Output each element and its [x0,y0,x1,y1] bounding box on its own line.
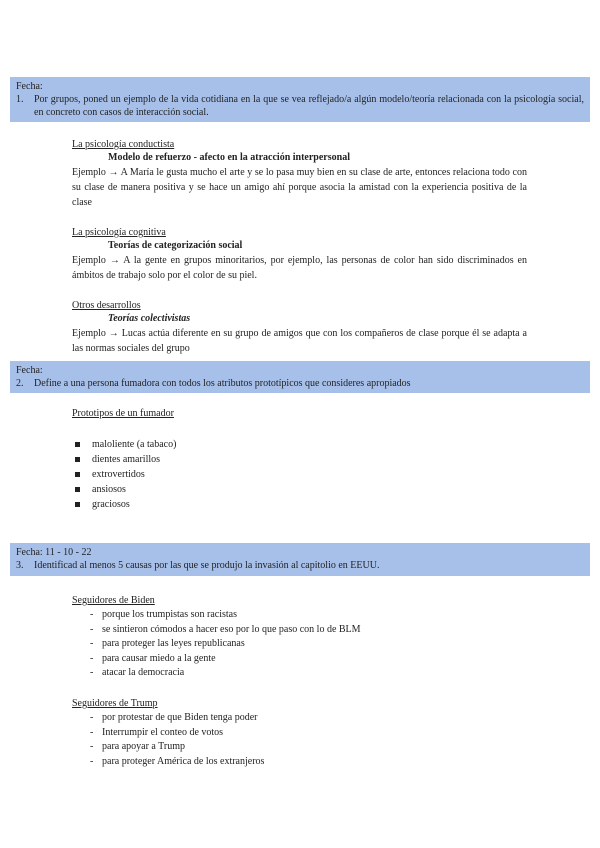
dash-bullet-icon: - [90,667,94,679]
theory-block-cognitiva [72,226,527,283]
theory-subheading: Teorías de categorización social [108,240,243,251]
question-1-band [10,77,590,122]
square-bullet-icon [75,487,80,492]
theory-heading: La psicología conductista [72,139,175,150]
question-number: 2. [16,378,24,389]
list-item: - para proteger América de los extranjeros [72,755,512,770]
causes-list [72,608,512,681]
dash-bullet-icon: - [90,623,94,635]
list-item: - Interrumpir el conteo de votos [72,726,512,741]
biden-followers-group [72,593,512,681]
list-item: - para proteger las leyes republicanas [72,637,512,652]
trump-followers-group [72,696,512,769]
question-text: Identificad al menos 5 causas por las que se produjo la invasión al capitolio en EEUU. [34,560,380,571]
dash-bullet-icon: - [90,726,94,738]
theory-block-conductista [72,138,527,210]
theory-subheading: Modelo de refuerzo - afecto en la atracción interpersonal [108,152,350,163]
theory-heading: La psicología cognitiva [72,227,166,238]
theory-subheading: Teorías colectivistas [108,313,191,324]
theory-example: Ejemplo → Lucas actúa diferente en su grupo de amigos que con los compañeros de clase porque él se adapta a las normas sociales del grupo [72,328,527,354]
theory-example: Ejemplo → A María le gusta mucho el arte y se lo pasa muy bien en su clase de arte, entonces relaciona todo con su clase de manera positiva y se hace un amigo ahí porque asocia la amistad con la experiencia positiva de la clase [72,167,527,208]
question-number: 3. [16,560,24,571]
dash-bullet-icon: - [90,652,94,664]
theory-block-otros [72,299,527,356]
smoker-prototype-heading: Prototipos de un fumador [72,408,174,419]
question-number: 1. [16,94,24,105]
list-item: - porque los trumpistas son racistas [72,608,512,623]
theory-heading: Otros desarrollos [72,300,141,311]
list-item: ansiosos [72,482,472,497]
dash-bullet-icon: - [90,741,94,753]
dash-bullet-icon: - [90,609,94,620]
list-item: graciosos [72,497,472,512]
list-item: - para causar miedo a la gente [72,652,512,667]
question-2-band [10,361,590,393]
theory-example: Ejemplo → A la gente en grupos minoritarios, por ejemplo, las personas de color han sido discriminados en ámbitos de trabajo solo por el color de su piel. [72,255,527,281]
question-text: Por grupos, poned un ejemplo de la vida cotidiana en la que se vea reflejado/a algún modelo/teoría relacionada con la psicología social, en concreto con casos de interacción social. [34,94,584,118]
square-bullet-icon [75,442,80,447]
group-heading: Seguidores de Trump [72,698,158,709]
smoker-attributes-list [72,437,472,512]
square-bullet-icon [75,457,80,462]
date-label: Fecha: [16,365,43,376]
group-heading: Seguidores de Biden [72,595,155,606]
question-3-band [10,543,590,576]
question-text: Define a una persona fumadora con todos los atributos prototípicos que consideres apropiados [34,378,411,389]
list-item: - para apoyar a Trump [72,740,512,755]
list-item: - se sintieron cómodos a hacer eso por lo que paso con lo de BLM [72,623,512,638]
list-item: maloliente (a tabaco) [72,437,472,452]
date-label: Fecha: [16,81,43,92]
list-item: - atacar la democracia [72,666,512,681]
date-label: Fecha: 11 - 10 - 22 [16,547,92,558]
list-item: extrovertidos [72,467,472,482]
dash-bullet-icon: - [90,712,94,723]
causes-list [72,711,512,769]
list-item: dientes amarillos [72,452,472,467]
list-item: - por protestar de que Biden tenga poder [72,711,512,726]
dash-bullet-icon: - [90,755,94,767]
dash-bullet-icon: - [90,638,94,650]
square-bullet-icon [75,472,80,477]
square-bullet-icon [75,502,80,507]
